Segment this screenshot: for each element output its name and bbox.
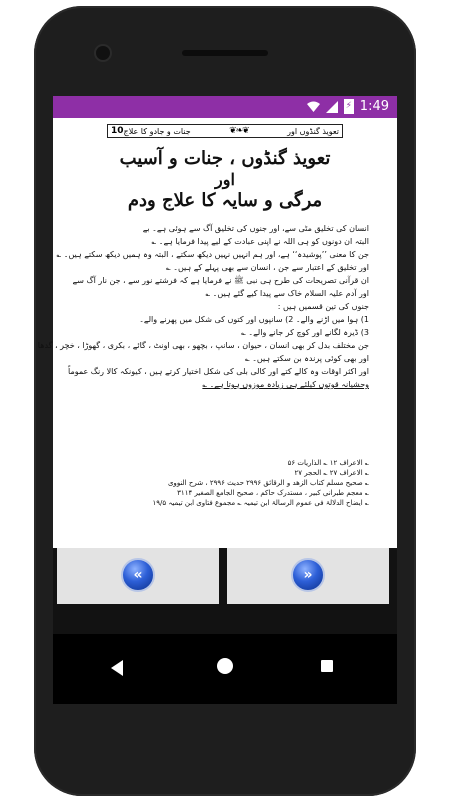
speaker-grille — [182, 50, 268, 56]
header-right-text: تعویذ گنڈوں اور — [287, 126, 339, 136]
back-icon[interactable] — [111, 660, 123, 676]
footnote-line: ؎ معجم طبرانی کبیر ، مستدرک حاکم ، صحیح الجامع الصغیر ۳۱۱۴ — [177, 489, 369, 497]
footnote-line: ؎ صحیح مسلم کتاب الزھد و الرقائق ۲۹۹۶ حدیث ۲۹۹۶ ، شرح النووی — [167, 479, 369, 487]
camera-icon — [96, 46, 110, 60]
body-text — [37, 222, 369, 391]
footnotes — [89, 458, 369, 508]
footnote-line: ؎ ایضاح الدلالۃ فی عموم الرسالۃ ابن تیمیہ ؎ مجموع فتاوی ابن تیمیہ ۱۹/۵ — [152, 499, 369, 507]
recent-apps-icon[interactable] — [321, 660, 333, 672]
page-title-line1: تعویذ گنڈوں ، جنات و آسیب — [119, 148, 331, 169]
body-line: 3) ڈیرہ لگانے اور کوچ کر جانے والے۔ ؎ — [241, 328, 369, 337]
page-navigation — [53, 548, 397, 634]
signal-icon — [326, 101, 338, 113]
body-line: جن مختلف بدل کر بھی انسان ، حیوان ، سانپ ، بچھو ، بھی اونٹ ، گائے ، بکری ، گھوڑا ، خچر ، گدھا — [37, 341, 369, 350]
page-header — [107, 124, 343, 138]
body-line: البتہ ان دونوں کو ہی اللہ نے اپنی عبادت کے لیے پیدا فرمایا ہے۔ ؎ — [151, 237, 369, 246]
screen — [37, 96, 397, 704]
body-line: ان قرآنی تصریحات کی طرح ہی نبی ﷺ نے فرمایا ہے کہ فرشتے نور سے ، جن نار آگ سے — [72, 276, 369, 285]
page-number: 10 — [111, 126, 124, 136]
body-line: اور تخلیق کے اعتبار سے جن ، انسان سے بھی پہلے کے ہیں۔ ؎ — [166, 263, 369, 272]
phone-frame — [34, 0, 416, 800]
next-panel — [227, 548, 389, 604]
page-title-line3: مرگی و سایہ کا علاج ودم — [127, 190, 323, 211]
wifi-icon — [307, 101, 320, 113]
body-line: انسان کی تخلیق مٹی سے، اور جنوں کی تخلیق آگ سے ہوئی ہے۔ بے — [142, 224, 369, 233]
body-line: وحشیانہ قوتوں کیلئے ہی زیادہ موزوں ہوتا ہے۔ ؎ — [202, 380, 369, 389]
body-line: اور آدم علیہ السلام خاک سے پیدا کیے گئے ہیں۔ ؎ — [205, 289, 369, 298]
next-page-button[interactable]: » — [291, 558, 325, 592]
phone-body — [34, 6, 416, 796]
page-content — [37, 118, 397, 548]
footnote-line: ؎ الاعراف ۲۷ ؎ الحجر ۲۷ — [294, 469, 369, 477]
book-page — [37, 118, 385, 548]
body-line: جنوں کی تین قسمیں ہیں : — [277, 302, 369, 311]
page-title-line2: اور — [215, 170, 235, 189]
footnote-line: ؎ الاعراف ۱۲ ؎ الذاریات ۵۶ — [287, 459, 369, 467]
body-line: جن کا معنی ’’پوشیدہ‘‘ ہے، اور ہم انہیں نہیں دیکھ سکتے ، البتہ وہ ہمیں دیکھ سکتے ہیں۔ ؎ — [56, 250, 369, 259]
body-line: اور اکثر اوقات وہ کالے کتے اور کالی بلی کی شکل اختیار کرتے ہیں ، کیونکہ کالا رنگ عموماً — [68, 367, 369, 376]
body-line: اور بھی کوئی پرندہ بن سکتے ہیں۔ ؎ — [244, 354, 369, 363]
previous-page-button[interactable]: « — [121, 558, 155, 592]
status-bar — [53, 96, 397, 118]
battery-icon: ⚡ — [344, 99, 354, 114]
status-time: 1:49 — [359, 99, 389, 114]
home-icon[interactable] — [217, 658, 233, 674]
system-navigation-bar — [53, 634, 397, 704]
status-icons — [307, 99, 389, 114]
header-left-text: جنات و جادو کا علاج — [123, 126, 191, 136]
ornament-icon: ❦❧❦ — [229, 126, 249, 136]
body-line: 1) ہوا میں اڑنے والے۔ 2) سانپوں اور کتوں کی شکل میں پھرنے والے۔ — [139, 315, 369, 324]
previous-panel — [57, 548, 219, 604]
